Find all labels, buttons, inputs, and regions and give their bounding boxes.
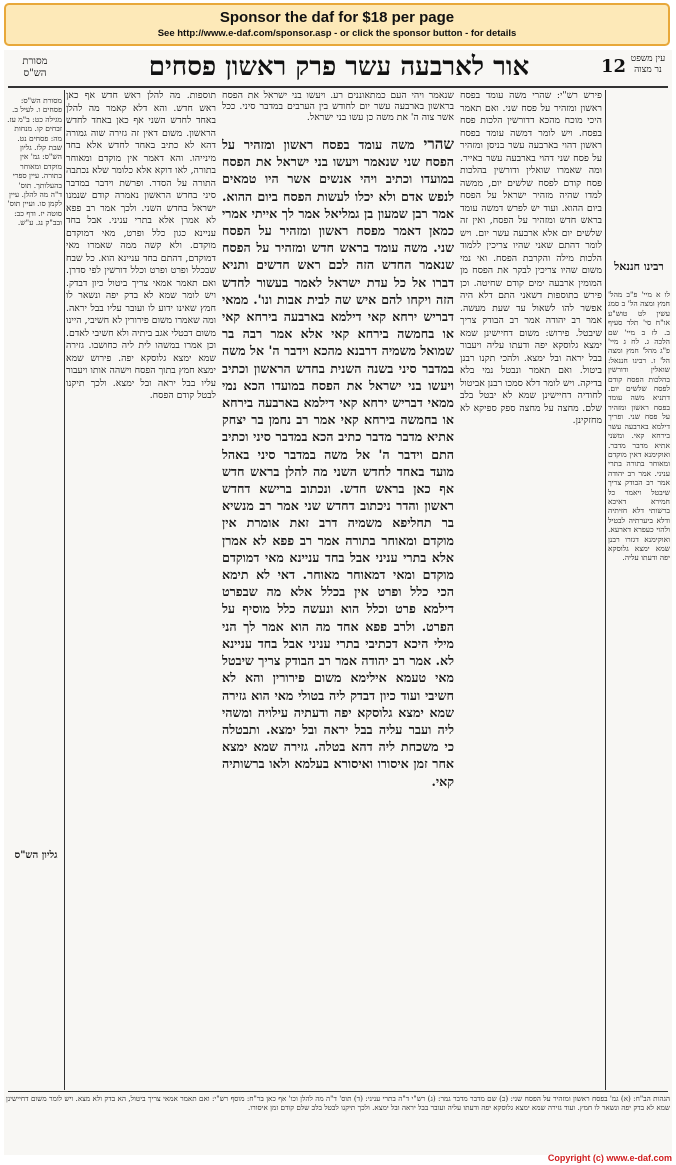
- bottom-notes: הגהות הב"ח: (א) גמ' בפסח ראשון ומזהיר על הפסח שני: (ב) שם מדבר מדבר גמר: (ג) רש"י ד"ה בתרי עניני: (ד) תוס' ד"ה מה להלן וכו' אף כאן בר"ח: מוסף רש"י: ואם תאמר אמאי צריך ביטול, הא בדק ולא מצא. ויש לומר משום דחיישינן שמא לא בדק יפה ונשאר לו חמץ. ועוד גזירה שמא ימצא גלוסקא יפה ודעתו עליה ועובר בבל יראה ובל ימצא. ולכך תיקנו לבטל בלב שלם קודם זמן איסורו.: [6, 1095, 670, 1112]
- header-rule: [8, 86, 668, 88]
- copyright-notice: Copyright (c) www.e-daf.com: [547, 1153, 672, 1163]
- column-divider-right: [605, 90, 606, 1090]
- gemara-column: [222, 136, 454, 1016]
- sponsor-banner[interactable]: [4, 3, 670, 46]
- margin-left-text: מסורת הש"ס: פסחים ו. לעיל ב. מגילה כט: ב"מ עז. זבחים קו. מנחות מה: פסחים נט. שבת קלז. גליון הש"ס: גמ' אין מוקדם ומאוחר בתורה. עיין ספרי בהעלותך. תוס' ד"ה מה להלן. עיין לקמן סו. ועיין תוס' סוטה יז. ודף כב: ובב"ק נג. ע"ש.: [7, 96, 62, 228]
- column-divider-left: [64, 90, 65, 1090]
- gemara-text: משה עומד בפסח ראשון ומזהיר על הפסח שני שנאמר ויעשו בני ישראל את הפסח במועדו וכתיב ויהי אנשים אשר היו טמאים לנפש אדם ולא יכלו לעשות הפסח ביום ההוא. אמר רבן שמעון בן גמליאל אמר לך אייתי אמרי כמאן דאמר מפסח ראשון ומזהיר על הפסח שני. משה עומד בראש חדש ומזהיר על הפסח שנאמר החדש הזה לכם ראש חדשים ותניא דברו אל כל עדת ישראל לאמר בעשור לחדש הזה ויקחו להם איש שה לבית אבות ונו'. ממאי דבריש ירחא קאי דילמא בארבעה בירחא קאי או בחמשה בירחא קאי אלא אמר רבה בר שמואל משמיה דרבנא מהכא וידבר ה' אל משה במדבר סיני בשנה השנית בחדש הראשון וכתיב ויעשו בני ישראל את הפסח במועדו הכא נמי ממאי דבריש ירחא קאי דילמא בארבעה בירחא או בחמשה בירחא קאי אמר רב נחמן בר יצחק אתיא מדבר מדבר כתיב הכא במדבר סיני וכתיב התם וידבר ה' אל משה במדבר סיני באהל מועד באחד לחדש השני מה להלן בראש חדש אף כאן בראש חדש. ונכתוב ברישא דחדש ראשון והדר ניכתוב דחדש שני אמר רב מנשיא בר תחליפא משמיה דרב זאת אומרת אין מוקדם ומאוחר בתורה אמר רב פפא לא אמרן אלא בתרי עניני אבל בחד עניינא מאי דמוקדם מוקדם ומאי דמאוחר מאוחר. דאי לא תימא הכי כלל ופרט אין בכלל אלא מה שבפרט דילמא פרט וכלל הוא ונעשה כלל מוסיף על הפרט. ולרב פפא אחד מה הוא אמר לך הני מילי היכא דכתיבי בתרי עניני אבל בחד עניינא לא. אמר רב יהודה אמר רב הבודק צריך שיבטל מאי טעמא אילימא משום פירורין והא לא חשיבי ועוד כיון דבדק ליה בטולי מאי הוא גזירה שמא ימצא גלוסקא יפה ודעתיה עילויה ומשהי ליה ועבר עליה בבל יראה ובל ימצא. ותבטלה כי משכחת ליה דהא בטלה. גזירה שמא ימצא אחר זמן איסורו ואיסורא בעלמא ולאו ברשותיה קאי.: [222, 137, 454, 789]
- banner-title: Sponsor the daf for $18 per page: [219, 9, 455, 26]
- banner-subtitle: See http://www.e-daf.com/sponsor.asp - or click the sponsor button - for details: [157, 28, 517, 39]
- page-number: 12: [600, 56, 626, 77]
- header-left-label: מסורת הש"ס: [22, 56, 48, 79]
- margin-right-text: לו א מיי' פ"ב מהל' חמץ ומצה הל' ב סמג עשין לט טוש"ע או"ח סי' תלד סעיף ב. לז ב מיי' שם הלכה ג. לח ג מיי' פ"ג מהל' חמץ ומצה הל' ז. רבינו חננאל: שואלין ודורשין בהלכות הפסח קודם לפסח שלשים יום. דתניא משה עומד בפסח ראשון ומזהיר על פסח שני. ופריך דילמא בארבעה עשר בירחא קאי. ומשני אתיא מדבר מדבר. ואוקימנא דאין מוקדם ומאוחר בתורה בתרי עניני. אמר רב יהודה אמר רב הבודק צריך שיבטל ויאמר כל חמירא דאיכא ברשותי דלא חזיתיה ודלא ביערתיה לבטיל ולהוי כעפרא דארעא. ואוקימנא דגזרו רבנן שמא ימצא גלוסקא יפה ודעתו עליה.: [608, 290, 670, 563]
- page-title: אור לארבעה עשר פרק ראשון פסחים: [148, 52, 530, 82]
- gilyon-label: גליון הש"ס: [14, 850, 58, 861]
- rashi-column: פירש רש"י: שהרי משה עומד בפסח ראשון ומזהיר על פסח שני. ואם תאמר היכי מוכח מהכא דדורשין הלכות פסח בפסח. ויש לומר דמשה עומד בפסח ראשון דהוי בארבעה עשר בניסן ומזהיר על פסח שני דהוי בארבעה עשר באייר. ומה שאמרו שואלין ודורשין בהלכות פסח קודם לפסח שלשים יום, ממשה למדו שהיה מזהיר ישראל על הפסח ביום ההוא. ועוד יש לפרש דמשה עומד בראש חדש ומזהיר על הפסח, ואין זה שלשים יום אלא ארבעה עשר יום. ויש לומר דהתם שאני שהיו צריכין ללמוד הלכות מילה והקרבת הפסח. ואי נמי משום שהיו צריכין לבקר את הפסח מן המומין ארבעה ימים קודם שחיטה. וכן פירש בתוספות דשאני התם דלא היה אפשר להו לשאול עד שעת מעשה. אמר רב יהודה אמר רב הבודק צריך שיבטל. פירוש: משום דחיישינן שמא ימצא גלוסקא יפה ודעתו עליה ויעבור בבל יראה ובל ימצא. ולהכי תקנו רבנן ביטול. ואם תאמר ונבטל נמי בלא בדיקה. ויש לומר דלא סמכו רבנן אביטול לחודיה דחיישינן שמא לא יבטל בלב שלם. מחצה על מחצה ספק ספיקא לא מחזקינן.: [460, 90, 602, 426]
- talmud-page: [4, 50, 672, 1155]
- footer-rule: [8, 1091, 668, 1092]
- rabbeinu-label: רבינו חננאל: [614, 260, 664, 273]
- gemara-lemma: שהרי: [423, 136, 454, 153]
- header-right-label: עין משפט נר מצוה: [630, 54, 666, 75]
- page-header: [4, 50, 672, 84]
- top-text: שנאמר ויהי העם כמתאוננים רע. ויעשו בני ישראל את הפסח בראשון בארבעה עשר יום לחודש בין הערבים במדבר סיני. ככל אשר צוה ה' את משה כן עשו בני ישראל.: [222, 90, 454, 123]
- tosafot-column: תוספות. מה להלן ראש חדש אף כאן ראש חדש. והא דלא קאמר מה להלן באחד לחדש השני אף כאן באחד לחדש הראשון. משום דאין זה גזירה שוה גמורה דהא לא כתיב באחד לחדש אלא בחד מינייהו. והא דאמר אין מוקדם ומאוחר בתורה, לאו דוקא אלא כלומר שלא נכתבה התורה על הסדר. ופרשת וידבר במדבר סיני בחדש הראשון נאמרה קודם שנמנו ישראל בחדש השני. ולכך אמר רב פפא לא אמרן אלא בתרי עניני. אבל בחד עניינא כגון כלל ופרט, מאי דמוקדם מוקדם. ולא קשה ממה שאמרו מאי דמוקדם, דהתם בחד עניינא הוא. כל שבח שבכלל ופרט ופרט וכלל דורשין לפי סדרן. ואם תאמר אמאי צריך ביטול כיון דבדק. ויש לומר שמא לא בדק יפה ונשאר לו חמץ שאינו ידוע לו ועובר עליו בבל יראה. ומה שאמרו משום פירורין לא חשיבי, היינו משום דבטלי אגב ביתיה ולא חשיבי לאדם. וכן אמרו במשהו לית ליה כחושבו. גזירה שמא ימצא גלוסקא יפה. פירוש שמא ימצא חמץ בתוך הפסח וישהה אותו ויעבור עליו בבל יראה ובל ימצא. ולכך תיקנו לבטל קודם הפסח.: [66, 90, 216, 401]
